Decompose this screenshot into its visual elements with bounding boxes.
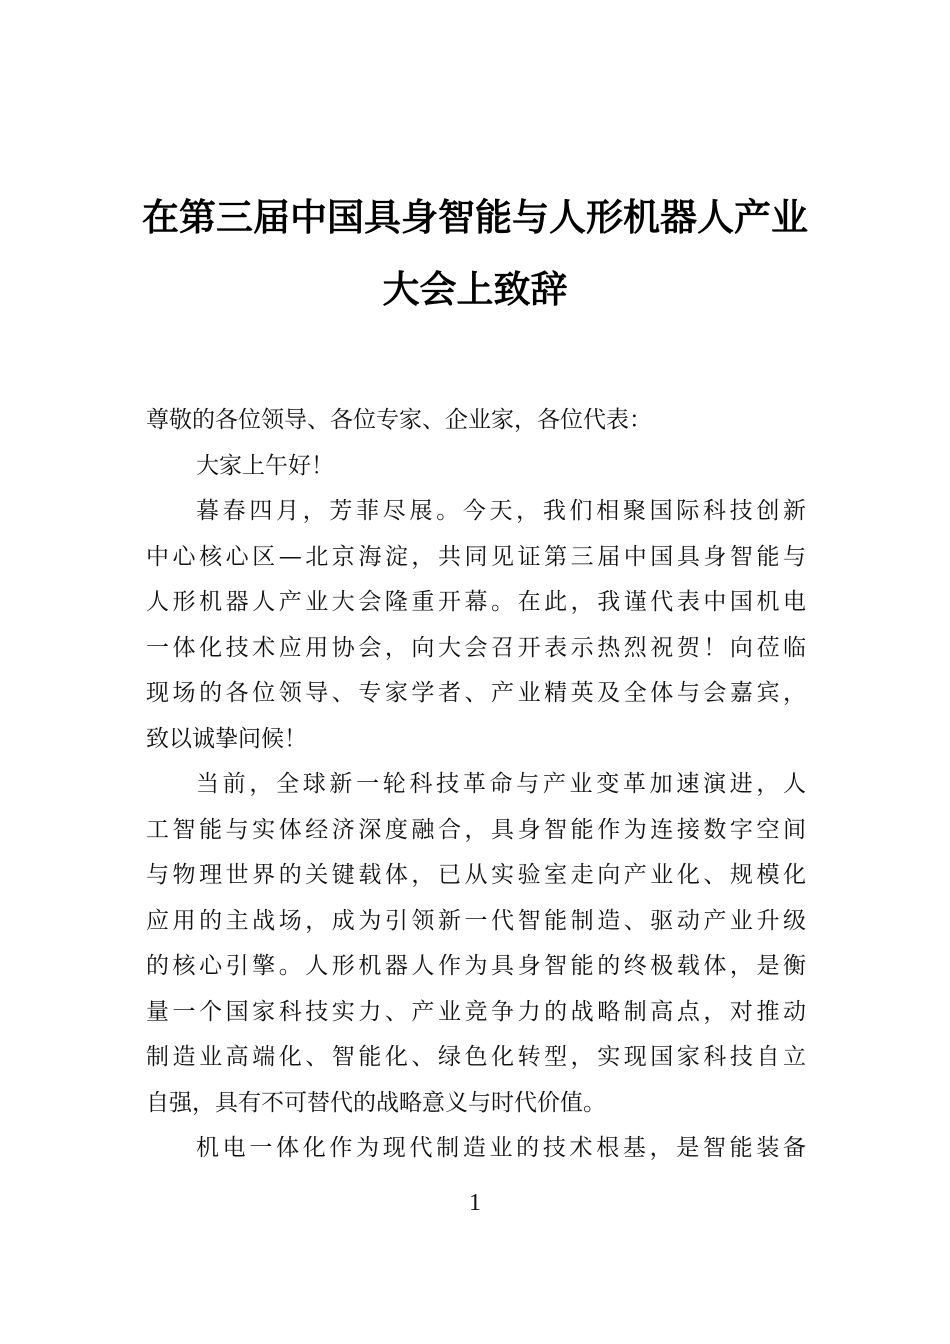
paragraph-2-line: 应用的主战场，成为引领新一代智能制造、驱动产业升级	[146, 907, 806, 934]
document-title-line-2: 大会上致辞	[382, 268, 568, 311]
paragraph-1-line: 暮春四月，芳菲尽展。今天，我们相聚国际科技创新	[196, 498, 806, 524]
paragraph-2-line: 与物理世界的关键载体，已从实验室走向产业化、规模化	[146, 862, 806, 888]
document-title-line-1: 在第三届中国具身智能与人形机器人产业	[142, 196, 808, 239]
salutation: 尊敬的各位领导、各位专家、企业家，各位代表：	[146, 407, 652, 433]
paragraph-2-line: 当前，全球新一轮科技革命与产业变革加速演进，人	[196, 771, 806, 797]
paragraph-1-line: 中心核心区—北京海淀，共同见证第三届中国具身智能与	[146, 543, 806, 570]
paragraph-1-line: 致以诚挚问候！	[146, 725, 307, 752]
paragraph-2-line: 制造业高端化、智能化、绿色化转型，实现国家科技自立	[146, 1044, 806, 1070]
greeting: 大家上午好！	[196, 452, 334, 479]
paragraph-2-line: 量一个国家科技实力、产业竞争力的战略制高点，对推动	[146, 998, 806, 1025]
paragraph-3-line: 机电一体化作为现代制造业的技术根基，是智能装备	[196, 1135, 806, 1161]
document-body	[146, 398, 806, 1172]
paragraph-1-line: 现场的各位领导、专家学者、产业精英及全体与会嘉宾，	[146, 680, 806, 706]
paragraph-1-line: 一体化技术应用协会，向大会召开表示热烈祝贺！向莅临	[146, 634, 806, 661]
paragraph-2-line: 自强，具有不可替代的战略意义与时代价值。	[146, 1089, 606, 1116]
paragraph-2-line: 的核心引擎。人形机器人作为具身智能的终极载体，是衡	[146, 953, 806, 979]
paragraph-1-line: 人形机器人产业大会隆重开幕。在此，我谨代表中国机电	[146, 589, 806, 615]
page-number: 1	[469, 1190, 481, 1216]
paragraph-2-line: 工智能与实体经济深度融合，具身智能作为连接数字空间	[146, 816, 806, 843]
